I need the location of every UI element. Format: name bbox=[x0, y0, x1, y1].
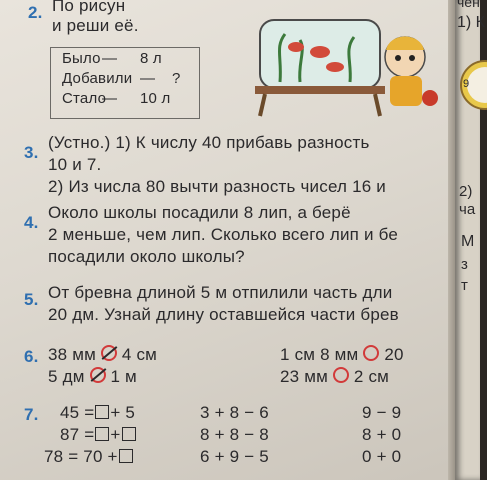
task3-line1: (Устно.) 1) К числу 40 прибавь разность bbox=[48, 133, 370, 152]
task5-number: 5. bbox=[24, 290, 39, 309]
compare-sign-icon[interactable] bbox=[90, 367, 106, 383]
clock-icon bbox=[457, 55, 487, 115]
task2-box-row bbox=[62, 90, 171, 107]
task7-col3-row2: 8 + 0 bbox=[362, 425, 402, 444]
facing-fragment-mid4: з bbox=[461, 256, 468, 273]
task6-right-row2: 23 мм 2 см bbox=[280, 367, 390, 386]
facing-fragment-clock-9: 9 bbox=[463, 78, 470, 90]
task7-col3-row1: 9 − 9 bbox=[362, 403, 402, 422]
facing-page-edge bbox=[455, 0, 485, 480]
task7-col2-row1: 3 + 8 − 6 bbox=[200, 403, 269, 422]
task2-line2: и реши её. bbox=[52, 16, 139, 35]
task2-box-value: 10 л bbox=[140, 90, 171, 107]
task2-box-row bbox=[62, 70, 181, 87]
task2-box-value: ? bbox=[172, 70, 181, 87]
task2-box-dash: — bbox=[102, 90, 118, 107]
facing-fragment-mid1: 2) bbox=[459, 183, 473, 200]
facing-fragment-mid5: т bbox=[461, 277, 468, 294]
task7-col1-row2: 87 = + bbox=[60, 425, 137, 445]
facing-fragment-mid2: ча bbox=[459, 201, 476, 218]
task2-box-label: Стало bbox=[62, 90, 107, 107]
task3-line3: 2) Из числа 80 вычти разность чисел 16 и bbox=[48, 177, 387, 196]
task2-box-label: Было bbox=[62, 50, 101, 67]
answer-box-icon[interactable] bbox=[95, 405, 109, 419]
task2-box-label: Добавили bbox=[62, 70, 133, 87]
task6-number: 6. bbox=[24, 347, 39, 366]
compare-circle-icon[interactable] bbox=[333, 367, 349, 383]
task2-box-value: 8 л bbox=[140, 50, 162, 67]
task4-number: 4. bbox=[24, 213, 39, 232]
task2-box-row bbox=[62, 50, 162, 67]
task7-col2-row3: 6 + 9 − 5 bbox=[200, 447, 269, 466]
task2-box-dash: — bbox=[102, 50, 118, 67]
task3-line2: 10 и 7. bbox=[48, 155, 102, 174]
facing-fragment-top: 1) К bbox=[457, 14, 485, 31]
facing-fragment-mid3: М bbox=[461, 233, 475, 250]
task2-box-dash: — bbox=[140, 70, 156, 87]
task3-number: 3. bbox=[24, 143, 39, 162]
compare-sign-icon[interactable] bbox=[101, 345, 117, 361]
answer-box-icon[interactable] bbox=[95, 427, 109, 441]
task4-line1: Около школы посадили 8 лип, а берё bbox=[48, 203, 351, 222]
task2-number: 2. bbox=[28, 3, 43, 22]
task4-line2: 2 меньше, чем лип. Сколько всего лип и бе bbox=[48, 225, 399, 244]
task7-col2-row2: 8 + 8 − 8 bbox=[200, 425, 269, 444]
task6-right-row1: 1 см 8 мм 20 bbox=[280, 345, 404, 364]
task2-line1: По рисун bbox=[52, 0, 126, 15]
task4-line3: посадили около школы? bbox=[48, 247, 245, 266]
task7-col1-row1: 45 = + 5 bbox=[60, 403, 136, 422]
aquarium-illustration bbox=[240, 12, 445, 122]
compare-circle-icon[interactable] bbox=[363, 345, 379, 361]
task5-line1: От бревна длиной 5 м отпилили часть дли bbox=[48, 283, 393, 302]
task7-col1-row3: 78 = 70 + bbox=[44, 447, 134, 467]
answer-box-icon[interactable] bbox=[119, 449, 133, 463]
task6-left-row1: 38 мм 4 см bbox=[48, 345, 158, 364]
task6-left-row2: 5 дм 1 м bbox=[48, 367, 137, 386]
facing-fragment-top-prev: чен bbox=[457, 0, 480, 10]
task7-number: 7. bbox=[24, 405, 39, 424]
task7-col3-row3: 0 + 0 bbox=[362, 447, 402, 466]
answer-box-icon[interactable] bbox=[122, 427, 136, 441]
task5-line2: 20 дм. Узнай длину оставшейся части брев bbox=[48, 305, 399, 324]
